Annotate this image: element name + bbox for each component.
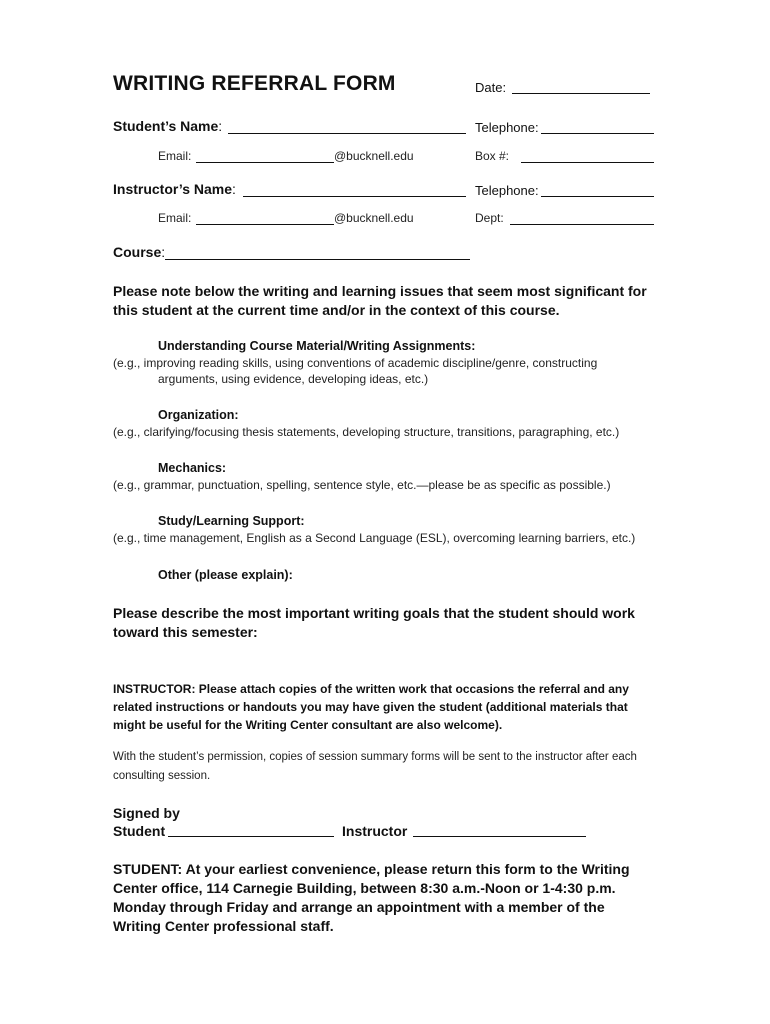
instructor-name-field[interactable] [243,196,466,197]
instructor-name-label: Instructor’s Name: [113,181,236,197]
student-box-label: Box #: [475,149,510,163]
instructor-email-field[interactable] [196,224,334,225]
issue-example-study-support: (e.g., time management, English as a Second Language (ESL), overcoming learning barriers, etc.) [113,531,636,545]
student-email-field[interactable] [196,162,334,163]
issue-heading-understanding: Understanding Course Material/Writing Assignments: [158,339,476,353]
permission-note: With the student’s permission, copies of session summary forms will be sent to the instructor after each consulting session. [113,751,637,782]
student-name-field[interactable] [228,133,466,134]
instructor-dept-label: Dept: [475,211,504,225]
student-name-label: Student’s Name: [113,118,223,134]
instructor-dept-field[interactable] [510,224,654,225]
instructor-note: INSTRUCTOR: Please attach copies of the written work that occasions the referral and any related instructions or handouts you may have given the student (additional materials that might be useful for the Writing Center consultant are also welcome). [113,682,629,732]
instructor-signature-field[interactable] [413,836,586,837]
issue-example-organization: (e.g., clarifying/focusing thesis statements, developing structure, transitions, paragraphing, etc.) [113,425,620,439]
issue-heading-other: Other (please explain): [158,568,293,582]
student-email-domain: @bucknell.edu [334,149,414,163]
signed-by-label: Signed by [113,805,180,821]
goals-prompt: Please describe the most important writing goals that the student should work toward this semester: [113,605,635,640]
instructor-email-label: Email: [158,211,192,225]
issue-example-understanding-1: (e.g., improving reading skills, using conventions of academic discipline/genre, constructing [113,356,598,370]
form-title: WRITING REFERRAL FORM [113,72,396,95]
student-email-label: Email: [158,149,192,163]
student-signature-field[interactable] [168,836,334,837]
student-telephone-field[interactable] [541,133,654,134]
issue-example-understanding-2: arguments, using evidence, developing ideas, etc.) [158,372,429,386]
issue-heading-study-support: Study/Learning Support: [158,514,305,528]
student-box-field[interactable] [521,162,654,163]
course-field[interactable] [165,259,470,260]
date-field[interactable] [512,93,650,94]
issue-example-mechanics: (e.g., grammar, punctuation, spelling, sentence style, etc.—please be as specific as possible.) [113,478,611,492]
issue-heading-organization: Organization: [158,408,239,422]
date-label: Date: [475,80,507,95]
student-note: STUDENT: At your earliest convenience, please return this form to the Writing Center office, 114 Carnegie Building, between 8:30 a.m.-Noon or 1-4:30 p.m. Monday through Friday and arrange an appointment with a member of the Writing Center professional staff. [113,861,630,934]
course-label: Course: [113,244,166,260]
issues-intro: Please note below the writing and learning issues that seem most significant for this student at the current time and/or in the context of this course. [113,283,647,318]
instructor-sign-label: Instructor [342,823,408,839]
issue-heading-mechanics: Mechanics: [158,461,227,475]
student-telephone-label: Telephone: [475,120,539,135]
instructor-telephone-label: Telephone: [475,183,539,198]
instructor-telephone-field[interactable] [541,196,654,197]
instructor-email-domain: @bucknell.edu [334,211,414,225]
student-sign-label: Student [113,823,166,839]
